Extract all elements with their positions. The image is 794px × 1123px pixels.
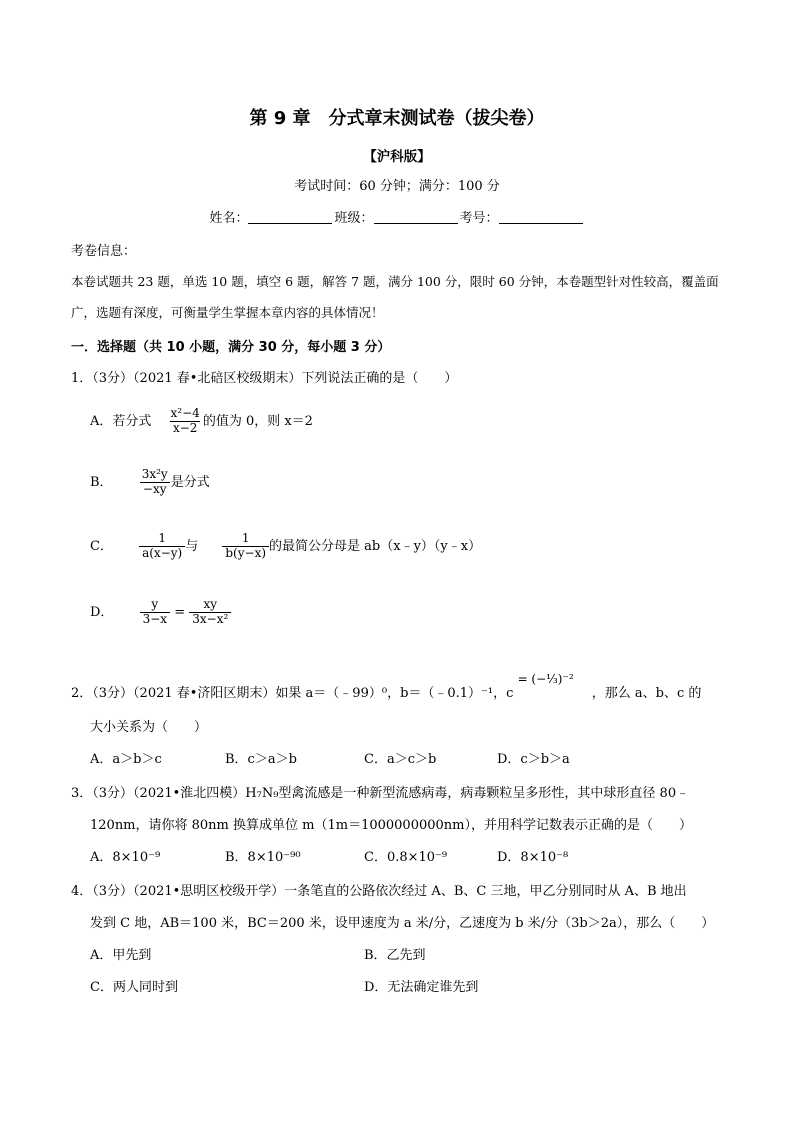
exam-info-label: 考卷信息： xyxy=(71,244,137,259)
question-4-stem-line-2: 发到 C 地，AB＝100 米，BC＝200 米，设甲速度为 a 米/分，乙速度为 b 米/分（3b＞2a），那么（ ） xyxy=(90,916,715,931)
q1-option-b xyxy=(90,468,210,497)
q1-a-fraction xyxy=(168,407,203,436)
q1-c-fraction-1 xyxy=(139,532,185,561)
q2-option-a: A．a＞b＞c xyxy=(90,752,162,767)
q4-option-d: D．无法确定谁先到 xyxy=(364,980,479,995)
name-label: 姓名： xyxy=(209,211,249,226)
q3-option-c: C．0.8×10⁻⁹ xyxy=(364,850,448,865)
student-info-row xyxy=(0,207,794,226)
q4-option-b: B．乙先到 xyxy=(364,948,426,963)
q2-option-d: D．c＞b＞a xyxy=(497,752,570,767)
section-heading: 一．选择题（共 10 小题，满分 30 分，每小题 3 分） xyxy=(71,340,391,355)
class-label: 班级： xyxy=(334,211,374,226)
q2-c-expression: = (−⅓)⁻² xyxy=(517,672,574,686)
q1-d-numerator-2: xy xyxy=(203,597,218,611)
exam-time: 考试时间：60 分钟；满分：100 分 xyxy=(294,179,500,194)
q1-c-denominator-1: a(x−y) xyxy=(139,546,185,561)
q1-d-prefix: D． xyxy=(90,604,114,620)
q1-c-numerator-1: 1 xyxy=(158,531,166,545)
id-label: 考号： xyxy=(459,211,499,226)
q3-option-a: A．8×10⁻⁹ xyxy=(90,850,161,865)
question-3-stem: 3．（3分）（2021•淮北四模）H₇N₉型禽流感是一种新型流感病毒，病毒颗粒呈多形性，其中球形直径 80﹣ xyxy=(71,786,690,801)
q1-d-fraction-1 xyxy=(140,598,170,627)
q1-d-equals: = xyxy=(174,604,186,620)
q1-c-suffix: 的最简公分母是 ab（x﹣y）（y﹣x） xyxy=(269,538,482,554)
id-blank[interactable] xyxy=(499,209,583,224)
q2-stem-text: 2．（3分）（2021 春•济阳区期末）如果 a＝（﹣99）⁰，b＝（﹣0.1）⁻¹，c xyxy=(71,686,514,701)
q1-d-denominator-2: 3x−x² xyxy=(189,612,231,627)
q1-c-prefix: C． xyxy=(90,538,113,554)
q1-c-fraction-2 xyxy=(222,532,269,561)
q1-a-suffix: 的值为 0，则 x＝2 xyxy=(202,413,313,429)
q1-c-denominator-2: b(y−x) xyxy=(222,546,269,561)
question-2-stem-line-2: 大小关系为（ ） xyxy=(90,720,208,735)
q1-a-prefix: A．若分式 xyxy=(90,413,152,429)
q2-stem-end: ，那么 a、b、c 的 xyxy=(591,686,702,701)
q4-option-c: C．两人同时到 xyxy=(90,980,178,995)
q1-a-numerator: x²−4 xyxy=(170,406,200,420)
q1-d-numerator-1: y xyxy=(151,597,159,611)
q1-option-a xyxy=(90,407,313,436)
q1-b-denominator: −xy xyxy=(140,482,170,497)
q3-option-b: B．8×10⁻⁹⁰ xyxy=(225,850,301,865)
q1-b-numerator: 3x²y xyxy=(141,467,168,481)
question-4-stem: 4．（3分）（2021•思明区校级开学）一条笔直的公路依次经过 A、B、C 三地，甲乙分别同时从 A、B 地出 xyxy=(71,884,687,899)
q1-b-suffix: 是分式 xyxy=(170,474,210,490)
name-blank[interactable] xyxy=(248,209,332,224)
q1-option-d xyxy=(90,598,231,627)
q4-option-a: A．甲先到 xyxy=(90,948,152,963)
q1-a-denominator: x−2 xyxy=(170,421,200,436)
q1-d-fraction-2 xyxy=(189,598,231,627)
question-1-stem: 1．（3分）（2021 春•北碚区校级期末）下列说法正确的是（ ） xyxy=(71,371,458,386)
q1-c-connector: 与 xyxy=(185,538,199,554)
question-2-stem xyxy=(71,672,702,701)
q1-b-prefix: B． xyxy=(90,474,113,490)
q1-option-c xyxy=(90,532,481,561)
q3-option-d: D．8×10⁻⁸ xyxy=(497,850,569,865)
page-title: 第 9 章 分式章末测试卷（拔尖卷） xyxy=(249,108,545,129)
q2-option-b: B．c＞a＞b xyxy=(225,752,297,767)
question-3-stem-line-2: 120nm，请你将 80nm 换算成单位 m（1m＝1000000000nm），并用科学记数表示正确的是（ ） xyxy=(90,818,692,833)
q2-option-c: C．a＞c＞b xyxy=(364,752,437,767)
edition-label: 【沪科版】 xyxy=(363,149,431,165)
class-blank[interactable] xyxy=(374,209,458,224)
q1-c-numerator-2: 1 xyxy=(241,531,250,545)
exam-info-text: 本卷试题共 23 题，单选 10 题，填空 6 题，解答 7 题，满分 100 分，限时 60 分钟，本卷题型针对性较高，覆盖面广，选题有深度，可衡量学生掌握本章内容的具体情况！ xyxy=(71,274,719,320)
q1-d-denominator-1: 3−x xyxy=(140,612,170,627)
q1-b-fraction xyxy=(139,468,171,497)
